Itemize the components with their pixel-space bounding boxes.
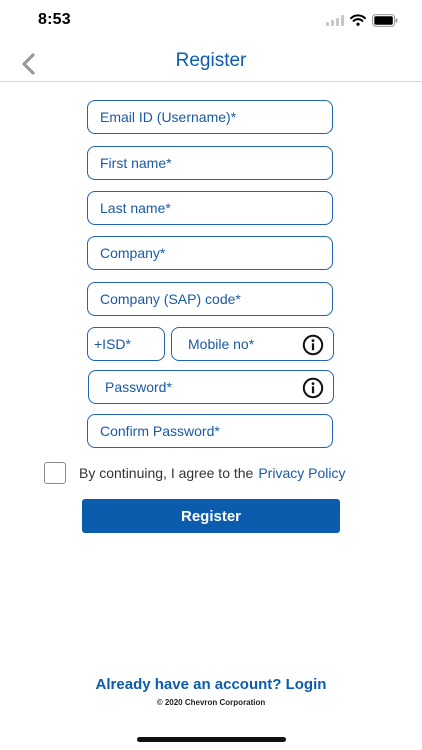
isd-code-input[interactable] [88,328,164,360]
company-input[interactable] [88,237,332,269]
mobile-field[interactable] [171,327,334,361]
password-info-icon[interactable] [302,377,324,399]
mobile-info-icon[interactable] [302,334,324,356]
wifi-icon [350,14,366,26]
first-name-input[interactable] [88,147,332,179]
agree-text: By continuing, I agree to the [79,465,254,481]
privacy-agreement [44,462,345,484]
agree-checkbox[interactable] [44,462,66,484]
privacy-policy-link[interactable]: Privacy Policy [258,465,346,481]
register-button[interactable]: Register [82,499,340,533]
navigation-bar [0,44,422,82]
first-name-field[interactable] [87,146,333,180]
status-bar [0,0,422,44]
confirm-password-input[interactable] [88,415,332,447]
copyright-text: © 2020 Chevron Corporation [156,698,266,707]
page-title: Register [175,50,247,71]
email-field[interactable] [87,100,333,134]
password-field[interactable] [88,370,334,404]
confirm-password-field[interactable] [87,414,333,448]
company-field[interactable] [87,236,333,270]
isd-code-field[interactable] [87,327,165,361]
signal-icon [326,15,344,26]
last-name-field[interactable] [87,191,333,225]
home-indicator [137,737,286,742]
company-code-input[interactable] [88,283,332,315]
password-input[interactable] [89,371,333,403]
battery-icon [372,14,398,27]
email-input[interactable] [88,101,332,133]
company-code-field[interactable] [87,282,333,316]
status-icons [326,13,398,27]
login-link[interactable]: Already have an account? Login [95,676,327,693]
last-name-input[interactable] [88,192,332,224]
status-time: 8:53 [38,11,71,28]
